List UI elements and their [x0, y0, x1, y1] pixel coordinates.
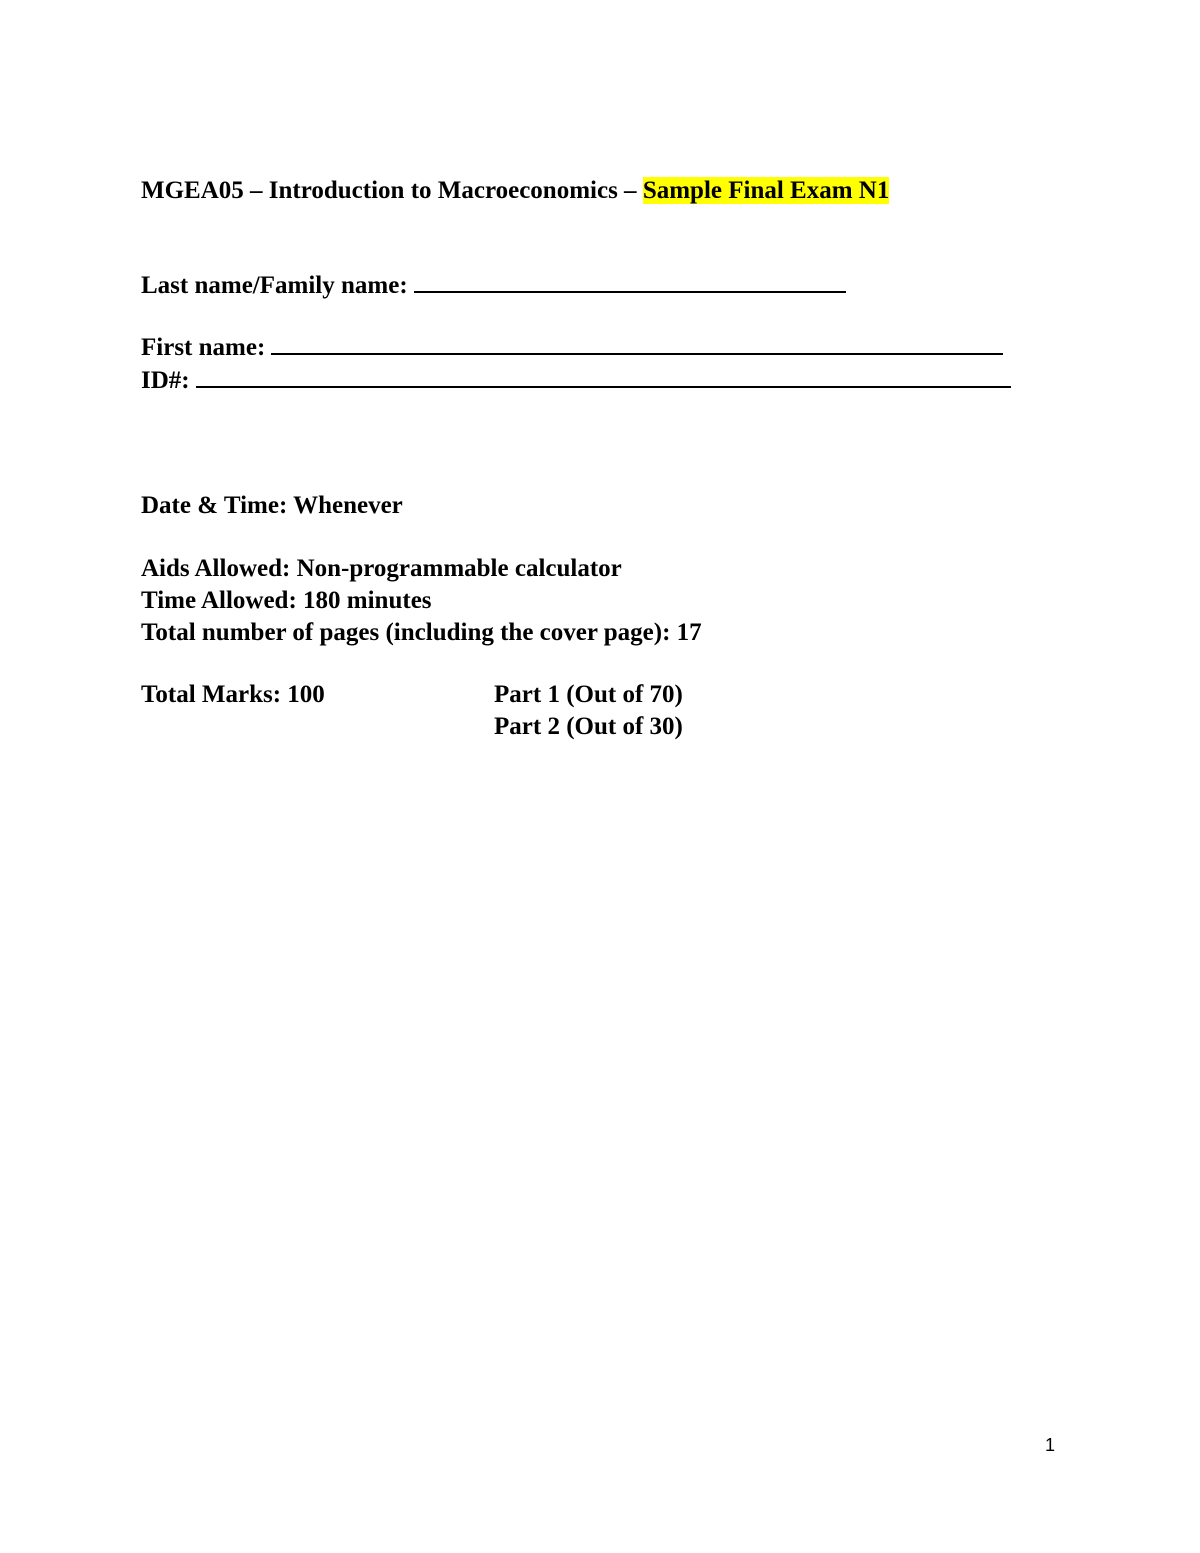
id-label: ID#: [141, 367, 190, 394]
last-name-row [141, 271, 846, 301]
total-marks: Total Marks: 100 [141, 681, 325, 708]
last-name-blank [414, 271, 846, 293]
aids-allowed: Aids Allowed: Non-programmable calculator [141, 555, 622, 582]
first-name-blank [271, 333, 1003, 355]
part1-marks: Part 1 (Out of 70) [494, 681, 683, 708]
exam-title-main: MGEA05 – Introduction to Macroeconomics – [141, 177, 643, 204]
date-time: Date & Time: Whenever [141, 492, 403, 519]
id-row [141, 366, 1011, 396]
exam-title-highlight: Sample Final Exam N1 [642, 177, 890, 204]
total-pages: Total number of pages (including the cover page): 17 [141, 619, 702, 646]
last-name-label: Last name/Family name: [141, 272, 408, 299]
id-blank [196, 366, 1011, 388]
first-name-row [141, 333, 1003, 363]
part2-marks: Part 2 (Out of 30) [494, 713, 683, 740]
page-number: 1 [1045, 1435, 1056, 1455]
exam-title [141, 176, 889, 206]
time-allowed: Time Allowed: 180 minutes [141, 587, 432, 614]
first-name-label: First name: [141, 334, 266, 361]
